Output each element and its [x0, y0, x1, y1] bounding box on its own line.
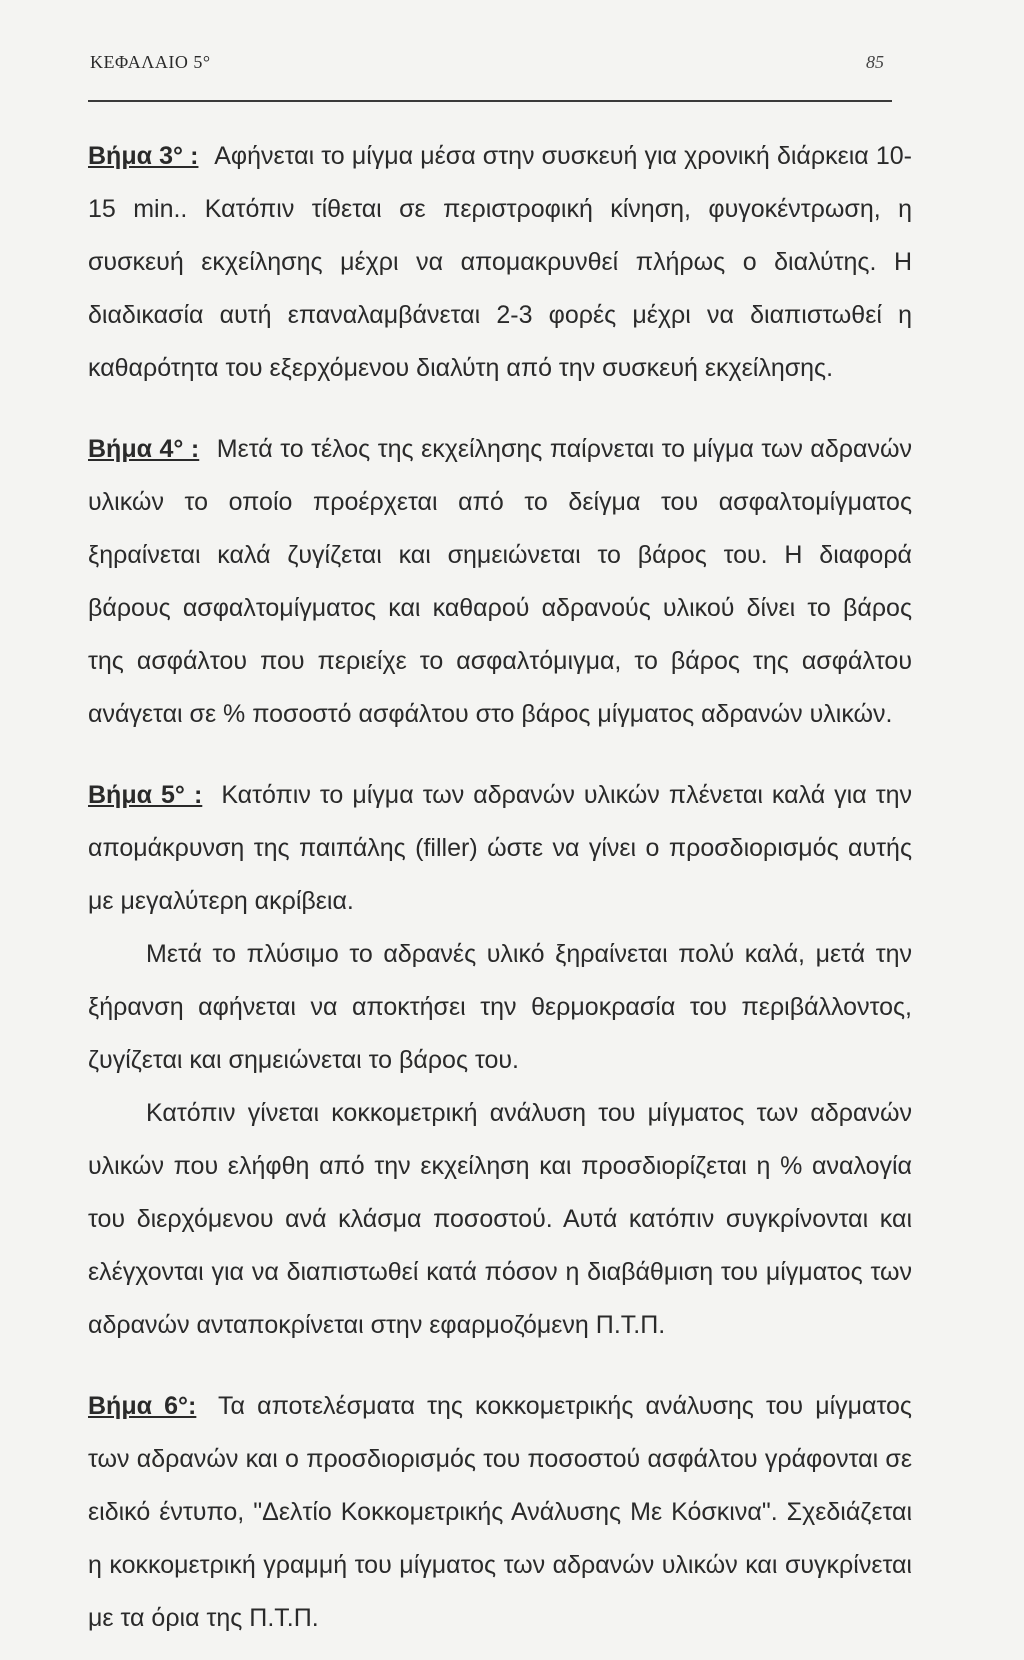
step-5-text: Κατόπιν το μίγμα των αδρανών υλικών πλένεται καλά για την απομάκρυνση της παιπάλης (filler) ώστε να γίνει ο προσδιορισμός αυτής με μεγαλύτερη ακρίβεια. [88, 781, 912, 915]
page-header [88, 52, 892, 102]
step-6-paragraph [88, 1380, 912, 1645]
step-3-label: Βήμα 3° : [88, 142, 199, 170]
step-5-paragraph [88, 769, 912, 928]
step-4-label: Βήμα 4° : [88, 435, 200, 463]
step-3-paragraph [88, 130, 912, 395]
document-body [88, 130, 912, 1645]
step-5-label: Βήμα 5° : [88, 781, 203, 809]
step-4-paragraph [88, 423, 912, 741]
step-6-label: Βήμα 6°: [88, 1392, 197, 1420]
page-number: 85 [866, 52, 884, 72]
step-5-continuation-2: Κατόπιν γίνεται κοκκομετρική ανάλυση του μίγματος των αδρανών υλικών που ελήφθη από την εκχείληση και προσδιορίζεται η % αναλογία του διερχόμενου ανά κλάσμα ποσοστού. Αυτά κατόπιν συγκρίνονται και ελέγχονται για να διαπιστωθεί κατά πόσον η διαβάθμιση του μίγματος των αδρανών ανταποκρίνεται στην εφαρμοζόμενη Π.Τ.Π. [88, 1099, 912, 1339]
step-6-text: Τα αποτελέσματα της κοκκομετρικής ανάλυσης του μίγματος των αδρανών και ο προσδιορισμός του ποσοστού ασφάλτου γράφονται σε ειδικό έντυπο, "Δελτίο Κοκκομετρικής Ανάλυσης Με Κόσκινα". Σχεδιάζεται η κοκκομετρική γραμμή του μίγματος των αδρανών υλικών και συγκρίνεται με τα όρια της Π.Τ.Π. [88, 1392, 912, 1632]
step-4-text: Μετά το τέλος της εκχείλησης παίρνεται το μίγμα των αδρανών υλικών το οποίο προέρχεται από το δείγμα του ασφαλτομίγματος ξηραίνεται καλά ζυγίζεται και σημειώνεται το βάρος του. Η διαφορά βάρους ασφαλτομίγματος και καθαρού αδρανούς υλικού δίνει το βάρος της ασφάλτου που περιείχε το ασφαλτόμιγμα, το βάρος της ασφάλτου ανάγεται σε % ποσοστό ασφάλτου στο βάρος μίγματος αδρανών υλικών. [88, 435, 912, 728]
step-5-continuation-1: Μετά το πλύσιμο το αδρανές υλικό ξηραίνεται πολύ καλά, μετά την ξήρανση αφήνεται να αποκτήσει την θερμοκρασία του περιβάλλοντος, ζυγίζεται και σημειώνεται το βάρος του. [88, 940, 912, 1074]
chapter-title: ΚΕΦΑΛΑΙΟ 5° [90, 52, 211, 72]
step-3-text: Αφήνεται το μίγμα μέσα στην συσκευή για χρονική διάρκεια 10-15 min.. Κατόπιν τίθεται σε περιστροφική κίνηση, φυγοκέντρωση, η συσκευή εκχείλησης μέχρι να απομακρυνθεί πλήρως ο διαλύτης. Η διαδικασία αυτή επαναλαμβάνεται 2-3 φορές μέχρι να διαπιστωθεί η καθαρότητα του εξερχόμενου διαλύτη από την συσκευή εκχείλησης. [88, 142, 912, 382]
